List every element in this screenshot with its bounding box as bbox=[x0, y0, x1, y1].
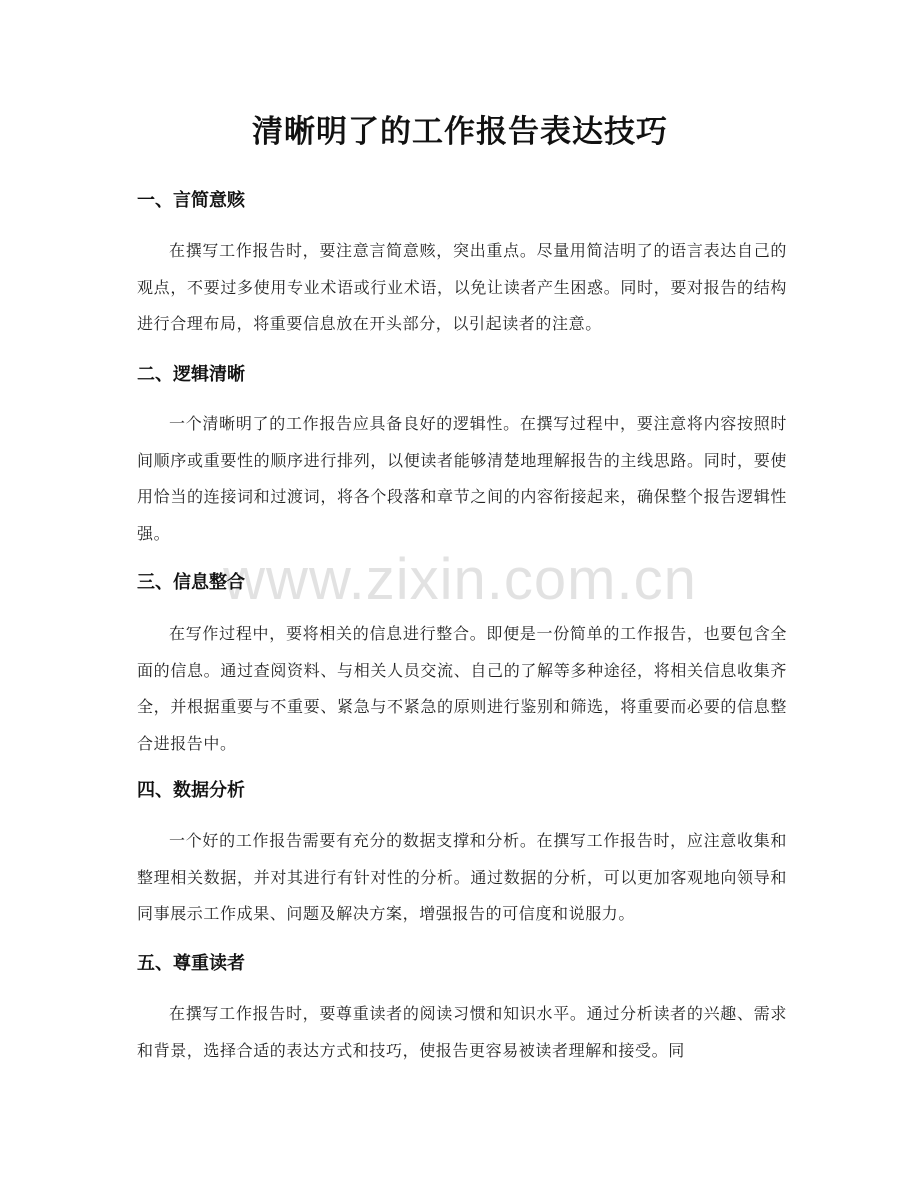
section-heading: 五、尊重读者 bbox=[137, 953, 245, 974]
section-paragraph: 一个好的工作报告需要有充分的数据支撑和分析。在撰写工作报告时，应注意收集和整理相关数据，并对其进行有针对性的分析。通过数据的分析，可以更加客观地向领导和同事展示工作成果、问题及解决方案，增强报告的可信度和说服力。 bbox=[137, 831, 787, 923]
section-paragraph: 在撰写工作报告时，要注意言简意赅，突出重点。尽量用简洁明了的语言表达自己的观点，不要过多使用专业术语或行业术语，以免让读者产生困惑。同时，要对报告的结构进行合理布局，将重要信息放在开头部分，以引起读者的注意。 bbox=[137, 241, 787, 333]
section-heading: 四、数据分析 bbox=[137, 780, 245, 801]
document-title: 清晰明了的工作报告表达技巧 bbox=[252, 114, 668, 150]
section-paragraph: 一个清晰明了的工作报告应具备良好的逻辑性。在撰写过程中，要注意将内容按照时间顺序或重要性的顺序进行排列，以便读者能够清楚地理解报告的主线思路。同时，要使用恰当的连接词和过渡词，将各个段落和章节之间的内容衔接起来，确保整个报告逻辑性强。 bbox=[137, 414, 787, 543]
watermark: www.zixin.com.cn bbox=[223, 547, 697, 612]
section-heading: 三、信息整合 bbox=[137, 572, 245, 593]
section-paragraph: 在写作过程中，要将相关的信息进行整合。即便是一份简单的工作报告，也要包含全面的信息。通过查阅资料、与相关人员交流、自己的了解等多种途径，将相关信息收集齐全，并根据重要与不重要、紧急与不紧急的原则进行鉴别和筛选，将重要而必要的信息整合进报告中。 bbox=[137, 624, 787, 753]
section-paragraph: 在撰写工作报告时，要尊重读者的阅读习惯和知识水平。通过分析读者的兴趣、需求和背景，选择合适的表达方式和技巧，使报告更容易被读者理解和接受。同 bbox=[137, 1004, 787, 1060]
section-heading: 二、逻辑清晰 bbox=[137, 364, 245, 385]
section-heading: 一、言简意赅 bbox=[137, 190, 245, 211]
